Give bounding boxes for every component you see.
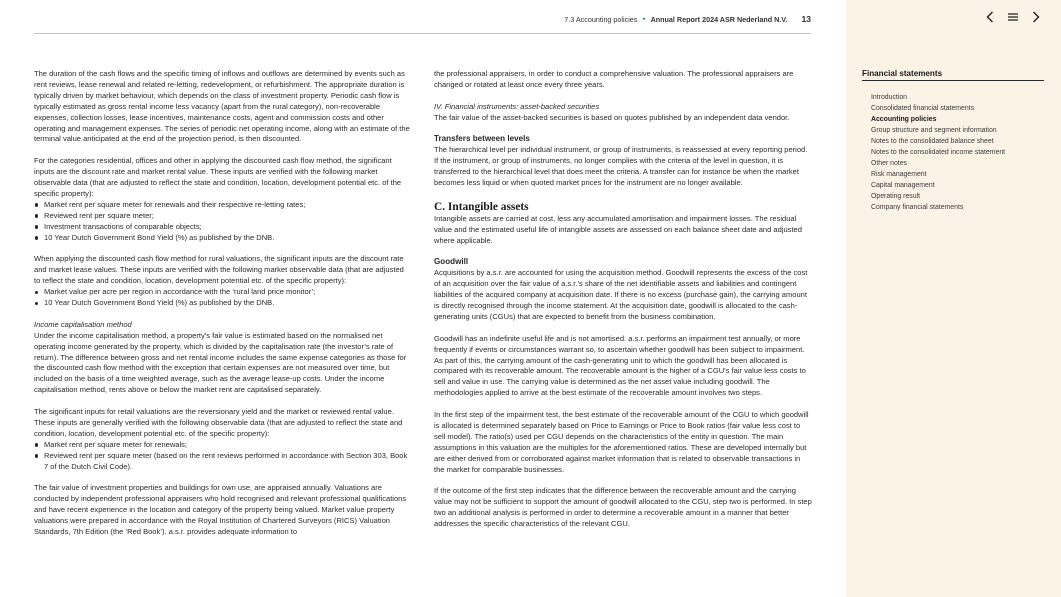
paragraph: Under the income capitalisation method, a property’s fair value is estimated based on the normalised net operating income generated by the property, which is divided by the capitalisation rate (the investor’s rate of return). The difference between gross and net rental income includes the same expense categories as those for the discounted cash flow method with the exception that certain expenses are not measured over time, but included on the basis of a time weighted average, such as the average lease-up costs. Under the income capitalisation method, rents above or below the market rent are capitalised separately. bbox=[34, 330, 407, 395]
list-item: Reviewed rent per square meter (based on the rent reviews performed in accordance with Section 303, Book 7 of the Dutch Civil Code). bbox=[34, 451, 412, 473]
chevron-left-icon bbox=[986, 11, 994, 23]
left-column bbox=[34, 69, 412, 549]
sidebar-item-notes-income-statement[interactable]: Notes to the consolidated income statement bbox=[871, 149, 1006, 156]
header-rule bbox=[34, 33, 811, 34]
header-report-title: Annual Report 2024 ASR Nederland N.V. bbox=[650, 14, 788, 24]
subheading-asset-backed: IV. Financial instruments: asset-backed securities bbox=[434, 101, 600, 111]
paragraph: When applying the discounted cash flow method for rural valuations, the significant inputs are the discount rate and market lease values. These inputs are verified with the following market observable data (that are adjusted to reflect the state and condition, location, development potential etc. of the specific property): bbox=[34, 254, 404, 286]
list-item: 10 Year Dutch Government Bond Yield (%) as published by the DNB. bbox=[34, 298, 412, 309]
previous-page-button[interactable] bbox=[978, 10, 1001, 24]
paragraph: The significant inputs for retail valuations are the reversionary yield and the market or reviewed rental value. These inputs are generally verified with the following observable data (that are adjusted to reflect the state and condition, location, development potential etc. of the specific property): bbox=[34, 407, 403, 438]
subheading-transfers: Transfers between levels bbox=[434, 134, 530, 144]
sidebar-item-other-notes[interactable]: Other notes bbox=[871, 160, 908, 167]
sidebar-item-operating-result[interactable]: Operating result bbox=[871, 193, 921, 200]
sidebar-title: Financial statements bbox=[862, 69, 1044, 81]
subheading-goodwill: Goodwill bbox=[434, 257, 469, 267]
header-separator: • bbox=[642, 13, 646, 24]
paragraph: If the outcome of the first step indicates that the difference between the recoverable amount and the carrying value may not be sufficient to support the amount of goodwill allocated to the CGU, step two is performed. In step two an additional analysis is performed in order to determine a recoverable amount in a manner that better addresses the specific characteristics of the relevant CGU. bbox=[434, 486, 812, 529]
navigation-sidebar bbox=[846, 0, 1061, 597]
paragraph: The fair value of investment properties and buildings for own use, are appraised annually. Valuations are conducted by independent professional appraisers who hold recognised and relevant professional qualifications and have recent experience in the location and category of the property being valued. Market value property valuations were prepared in accordance with the Royal Institution of Chartered Surveyors (RICS) Valuation Standards, 7th Edition (the ‘Red Book’). a.s.r. provides adequate information to bbox=[34, 483, 407, 536]
list-item: Market value per acre per region in accordance with the ‘rural land price monitor’; bbox=[34, 287, 412, 298]
paragraph: For the categories residential, offices and other in applying the discounted cash flow method, the significant inputs are the discount rate and market rental value. These inputs are verified with the following market observable data (that are adjusted to reflect the state and condition, location, development potential etc. of the specific property): bbox=[34, 156, 402, 198]
section-heading-intangible-assets: C. Intangible assets bbox=[434, 200, 529, 213]
menu-button[interactable] bbox=[1001, 10, 1024, 24]
sidebar-item-capital-management[interactable]: Capital management bbox=[871, 182, 935, 189]
page-number: 13 bbox=[801, 14, 811, 24]
paragraph: the professional appraisers, in order to conduct a comprehensive valuation. The professional appraisers are changed or rotated at least once every three years. bbox=[434, 69, 794, 89]
paragraph: Acquisitions by a.s.r. are accounted for using the acquisition method. Goodwill represents the excess of the cost of an acquisition over the fair value of a.s.r.’s share of the net identifiable assets and liabilities and contingent liabilities of the acquired company at acquisition date. If there is no excess (purchase gain), the carrying amount is directly recognised through the income statement. At the acquisition date, goodwill is allocated to the cash-generating units (CGUs) that are expected to benefit from the business combination. bbox=[434, 268, 808, 321]
list-item: Market rent per square meter for renewals; bbox=[34, 440, 412, 451]
sidebar-item-risk-management[interactable]: Risk management bbox=[871, 171, 927, 178]
sidebar-item-consolidated-financial-statements[interactable]: Consolidated financial statements bbox=[871, 105, 975, 112]
paragraph: The hierarchical level per individual instrument, or group of instruments, is reassessed at every reporting period. If the instrument, or group of instruments, no longer complies with the criteria of the level in question, it is transferred to the hierarchical level that does meet the criteria. A transfer can for instance be when the market becomes less liquid or when quoted market prices for the instrument are no longer available. bbox=[434, 145, 808, 188]
sidebar-item-notes-balance-sheet[interactable]: Notes to the consolidated balance sheet bbox=[871, 138, 994, 145]
next-page-button[interactable] bbox=[1024, 10, 1047, 24]
bullet-list bbox=[34, 200, 412, 244]
nav-controls bbox=[978, 10, 1047, 24]
list-item: Reviewed rent per square meter; bbox=[34, 211, 412, 222]
right-column bbox=[434, 69, 812, 541]
chevron-right-icon bbox=[1032, 11, 1040, 23]
header-section: 7.3 Accounting policies bbox=[564, 14, 638, 24]
subheading-income-capitalisation: Income capitalisation method bbox=[34, 319, 132, 329]
sidebar-item-group-structure[interactable]: Group structure and segment information bbox=[871, 127, 997, 134]
running-header bbox=[564, 14, 811, 24]
list-item: Investment transactions of comparable objects; bbox=[34, 222, 412, 233]
sidebar-item-company-financial-statements[interactable]: Company financial statements bbox=[871, 204, 964, 211]
menu-icon bbox=[1007, 12, 1019, 22]
paragraph: Goodwill has an indefinite useful life and is not amortised. a.s.r. performs an impairment test annually, or more frequently if events or circumstances warrant so, to ascertain whether goodwill has been subject to impairment. As part of this, the carrying amount of the cash-generating unit to which the goodwill has been allocated is compared with its recoverable amount. The recoverable amount is the higher of a CGU’s fair value less costs to sell and value in use. The carrying value is determined as the net asset value including goodwill. The methodologies applied to arrive at the best estimate of the recoverable amount involves two steps. bbox=[434, 333, 806, 398]
paragraph: The duration of the cash flows and the specific timing of inflows and outflows are determined by events such as rent reviews, lease renewal and related re-letting, redevelopment, or refurbishment. The appropriate duration is typically driven by market behaviour, which depends on the class of investment property. Periodic cash flow is typically estimated as gross rental income less vacancy (apart from the rural category), non-recoverable expenses, collection losses, lease incentives, maintenance costs, agent and commission costs and other operating and management expenses. The series of periodic net operating income, along with an estimate of the terminal value anticipated at the end of the projection period, is then discounted. bbox=[34, 69, 410, 144]
bullet-list bbox=[34, 287, 412, 309]
bullet-list bbox=[34, 440, 412, 473]
sidebar-item-accounting-policies[interactable]: Accounting policies bbox=[871, 116, 937, 123]
list-item: 10 Year Dutch Government Bond Yield (%) as published by the DNB. bbox=[34, 233, 412, 244]
list-item: Market rent per square meter for renewals and their respective re-letting rates; bbox=[34, 200, 412, 211]
sidebar-nav-list bbox=[871, 92, 1005, 213]
paragraph: In the first step of the impairment test, the best estimate of the recoverable amount of the CGU to which goodwill is allocated is determined separately based on Price to Earnings or Price to Book ratios (fair value less cost to sell model). The ratio(s) used per CGU depends on the characteristics of the entity in question. The main assumptions in this valuation are the multiples for the aforementioned ratios. These are developed internally but are either derived from or corroborated against market information that is related to observable transactions in the market for comparable businesses. bbox=[434, 410, 809, 474]
sidebar-item-introduction[interactable]: Introduction bbox=[871, 94, 908, 101]
paragraph: The fair value of the asset-backed securities is based on quotes published by an independent data vendor. bbox=[434, 112, 790, 122]
paragraph: Intangible assets are carried at cost, less any accumulated amortisation and impairment losses. The residual value and the estimated useful life of intangible assets are assessed on each balance sheet date and adjusted where applicable. bbox=[434, 213, 802, 245]
